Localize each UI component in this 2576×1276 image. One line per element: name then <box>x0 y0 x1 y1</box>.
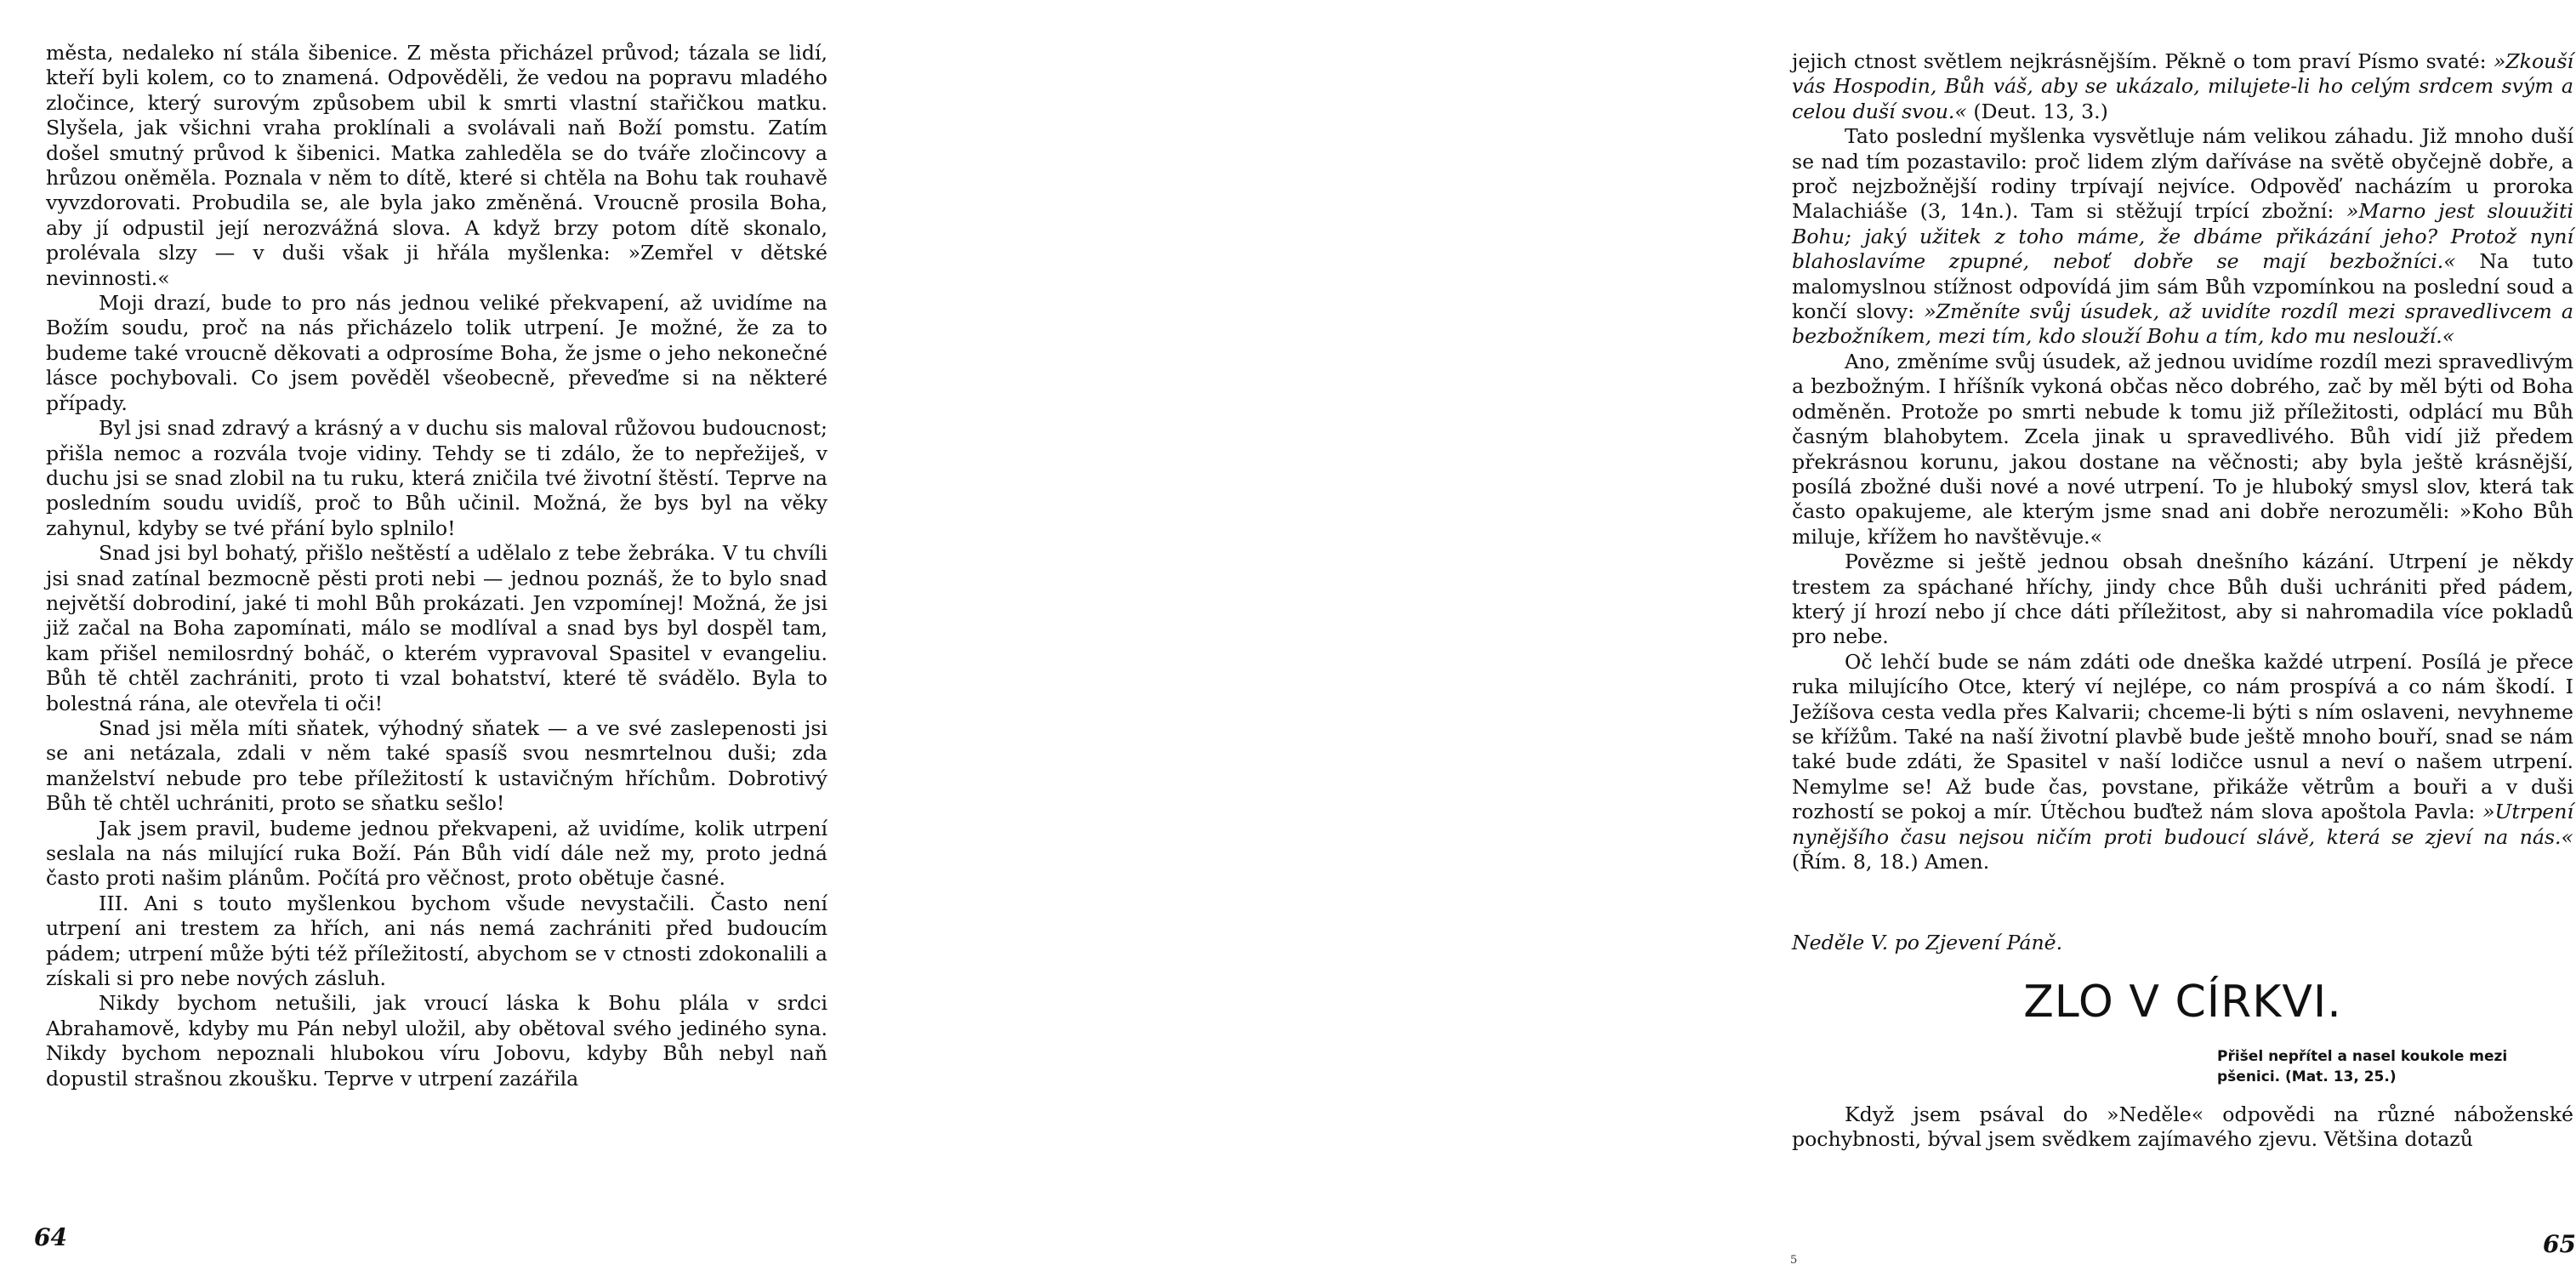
scripture-quote: »Marno jest slouužiti Bohu; jaký užitek z toho máme, že dbáme přikázání jeho? Protož nyní blahoslavíme zpupné, neboť dobře se mají bezbožníci.« <box>1792 199 2573 274</box>
scripture-quote: »Utrpení nynějšího času nejsou ničím proti budoucí slávě, která se zjeví na nás.« <box>1792 800 2573 849</box>
text-run: Tato poslední myšlenka vysvětluje nám velikou záhadu. Již mnoho duší se nad tím pozastavilo: proč lidem zlým daříváse na světě obyčejně dobře, a proč nejzbožnější rodiny trpívají nejvíce. Odpověď nacházím u proroka Malachiáše (3, 14n.). Tam si stěžují trpící zbožní: <box>1792 124 2573 224</box>
paragraph: Když jsem psával do »Neděle« odpovědi na různé náboženské pochybnosti, býval jsem svědkem zajímavého zjevu. Většina dotazů <box>1792 1102 2573 1152</box>
scripture-quote: »Zkouší vás Hospodin, Bůh váš, aby se ukázalo, milujete-li ho celým srdcem svým a celou duší svou.« <box>1792 49 2573 123</box>
paragraph: města, nedaleko ní stála šibenice. Z města přicházel průvod; tázala se lidí, kteří byli kolem, co to znamená. Odpověděli, že vedou na popravu mladého zločince, který surovým způsobem ubil k smrti vlastní stařičkou matku. Slyšela, jak všichni vraha proklínali a svolávali naň Boží pomstu. Zatím došel smutný průvod k šibenici. Matka zahleděla se do tváře zločincovy a hrůzou oněměla. Poznala v něm to dítě, které si chtěla na Bohu tak rouhavě vyvzdorovati. Probudila se, ale byla jako změněná. Vroucně prosila Boha, aby jí odpustil její nerozvážná slova. A když brzy potom dítě skonalo, prolévala slzy — v duši však ji hřála myšlenka: »Zemřel v dětské nevinnosti.« <box>46 41 827 290</box>
paragraph: Moji drazí, bude to pro nás jednou veliké překvapení, až uvidíme na Božím soudu, proč na nás přicházelo tolik utrpení. Je možné, že za to budeme také vroucně děkovati a odprosíme Boha, že jsme o jeho nekonečné lásce pochybovali. Co jsem pověděl všeobecně, převeďme si na některé případy. <box>46 291 827 415</box>
paragraph <box>1792 650 2573 875</box>
text-run: Oč lehčí bude se nám zdáti ode dneška každé utrpení. Posílá je přece ruka milujícího Otce, který ví nejlépe, co nám prospívá a co nám škodí. I Ježíšova cesta vedla přes Kalvarii; chceme-li býti s ním oslaveni, nevyhneme se křížům. Také na naší životní plavbě bude ještě mnoho bouří, snad se nám také bude zdáti, že Spasitel v naší lodičce usnul a neví o našem utrpení. Nemylme se! Až bude čas, povstane, přikáže větrům a bouři a v duši rozhostí se pokoj a mír. Útěchou buďtež nám slova apoštola Pavla: <box>1792 649 2573 824</box>
paragraph: Snad jsi byl bohatý, přišlo neštěstí a udělalo z tebe žebráka. V tu chvíli jsi snad zatínal bezmocně pěsti proti nebi — jednou poznáš, že to bylo snad největší dobrodiní, jaké ti mohl Bůh prokázati. Jen vzpomínej! Možná, že jsi již začal na Boha zapomínati, málo se modlíval a snad bys byl dospěl tam, kam přišel nemilosrdný boháč, o kterém vypravoval Spasitel v evangeliu. Bůh tě chtěl zachrániti, proto ti vzal bohatství, které tě svádělo. Byla to bolestná rána, ale otevřela ti oči! <box>46 541 827 715</box>
paragraph: Snad jsi měla míti sňatek, výhodný sňatek — a ve své zaslepenosti jsi se ani netázala, zdali v něm také spasíš svou nesmrtelnou duši; zda manželství nebude pro tebe příležitostí k ustavičným hříchům. Dobrotivý Bůh tě chtěl uchrániti, proto se sňatku sešlo! <box>46 715 827 816</box>
left-page <box>0 0 869 1276</box>
paragraph: III. Ani s touto myšlenkou bychom všude nevystačili. Často není utrpení ani trestem za hřích, ani nás nemá zachrániti před budoucím pádem; utrpení může býti též příležitostí, abychom se v ctnosti zdokonalili a získali si pro nebe nových zásluh. <box>46 891 827 991</box>
paragraph: Nikdy bychom netušili, jak vroucí láska k Bohu plála v srdci Abrahamově, kdyby mu Pán nebyl uložil, aby obětoval svého jediného syna. Nikdy bychom nepoznali hlubokou víru Jobovu, kdyby Bůh nebyl naň dopustil strašnou zkoušku. Teprve v utrpení zazářila <box>46 991 827 1091</box>
signature-mark: 5 <box>1790 1254 1798 1267</box>
paragraph <box>1792 49 2573 124</box>
page-number: 64 <box>34 1223 67 1251</box>
scripture-quote: »Změníte svůj úsudek, až uvidíte rozdíl mezi spravedlivcem a bezbožníkem, mezi tím, kdo slouží Bohu a tím, kdo mu neslouží.« <box>1792 299 2574 349</box>
liturgical-day: Neděle V. po Zjevení Páně. <box>1792 931 2063 955</box>
paragraph: Byl jsi snad zdravý a krásný a v duchu sis maloval růžovou budoucnost; přišla nemoc a rozvála tvoje vidiny. Tehdy se ti zdálo, že to nepřežiješ, v duchu jsi se snad zlobil na tu ruku, která zničila tvé životní štěstí. Teprve na posledním soudu uvidíš, proč to Bůh učinil. Možná, že bys byl na věky zahynul, kdyby se tvé přání bylo splnilo! <box>46 416 827 540</box>
paragraph: Povězme si ještě jednou obsah dnešního kázání. Utrpení je někdy trestem za spáchané hříchy, jindy chce Bůh duši uchrániti před pádem, který jí hrozí nebo jí chce dáti příležitost, aby si nahromadila více pokladů pro nebe. <box>1792 550 2573 649</box>
page-number: 65 <box>2543 1230 2576 1258</box>
sermon-title: ZLO V CÍRKVI. <box>2023 976 2342 1028</box>
text-run: Na tuto malomyslnou stížnost odpovídá jim sám Bůh vzpomínkou na poslední soud a končí slovy: <box>1792 249 2573 324</box>
paragraph: Ano, změníme svůj úsudek, až jednou uvidíme rozdíl mezi spravedlivým a bezbožným. I hříšník vykoná občas něco dobrého, zač by měl býti od Boha odměněn. Protože po smrti nebude k tomu již příležitosti, odplácí mu Bůh časným blahobytem. Zcela jinak u spravedlivého. Bůh vidí již předem překrásnou korunu, jakou dostane na věčnosti; aby byla ještě krásnější, posílá zbožné duši nové a nové utrpení. To je hluboký smysl slov, která tak často opakujeme, ale kterým jsme snad ani dobře nerozuměli: »Koho Bůh miluje, křížem ho navštěvuje.« <box>1792 349 2573 549</box>
paragraph <box>1792 124 2573 350</box>
right-page <box>869 0 2576 1276</box>
text-run: jejich ctnost světlem nejkrásnějším. Pěkně o tom praví Písmo svaté: <box>1792 49 2494 73</box>
motto: Přišel nepřítel a nasel koukole mezi pšenici. (Mat. 13, 25.) <box>2217 1047 2508 1085</box>
text-run: (Deut. 13, 3.) <box>1966 99 2108 123</box>
text-run: (Řím. 8, 18.) Amen. <box>1792 850 1990 874</box>
right-page-text <box>1792 49 2573 1153</box>
left-page-text <box>46 41 827 1091</box>
paragraph: Jak jsem pravil, budeme jednou překvapeni, až uvidíme, kolik utrpení seslala na nás milující ruka Boží. Pán Bůh vidí dále než my, proto jedná často proti našim plánům. Počítá pro věčnost, proto obětuje časné. <box>46 816 827 891</box>
